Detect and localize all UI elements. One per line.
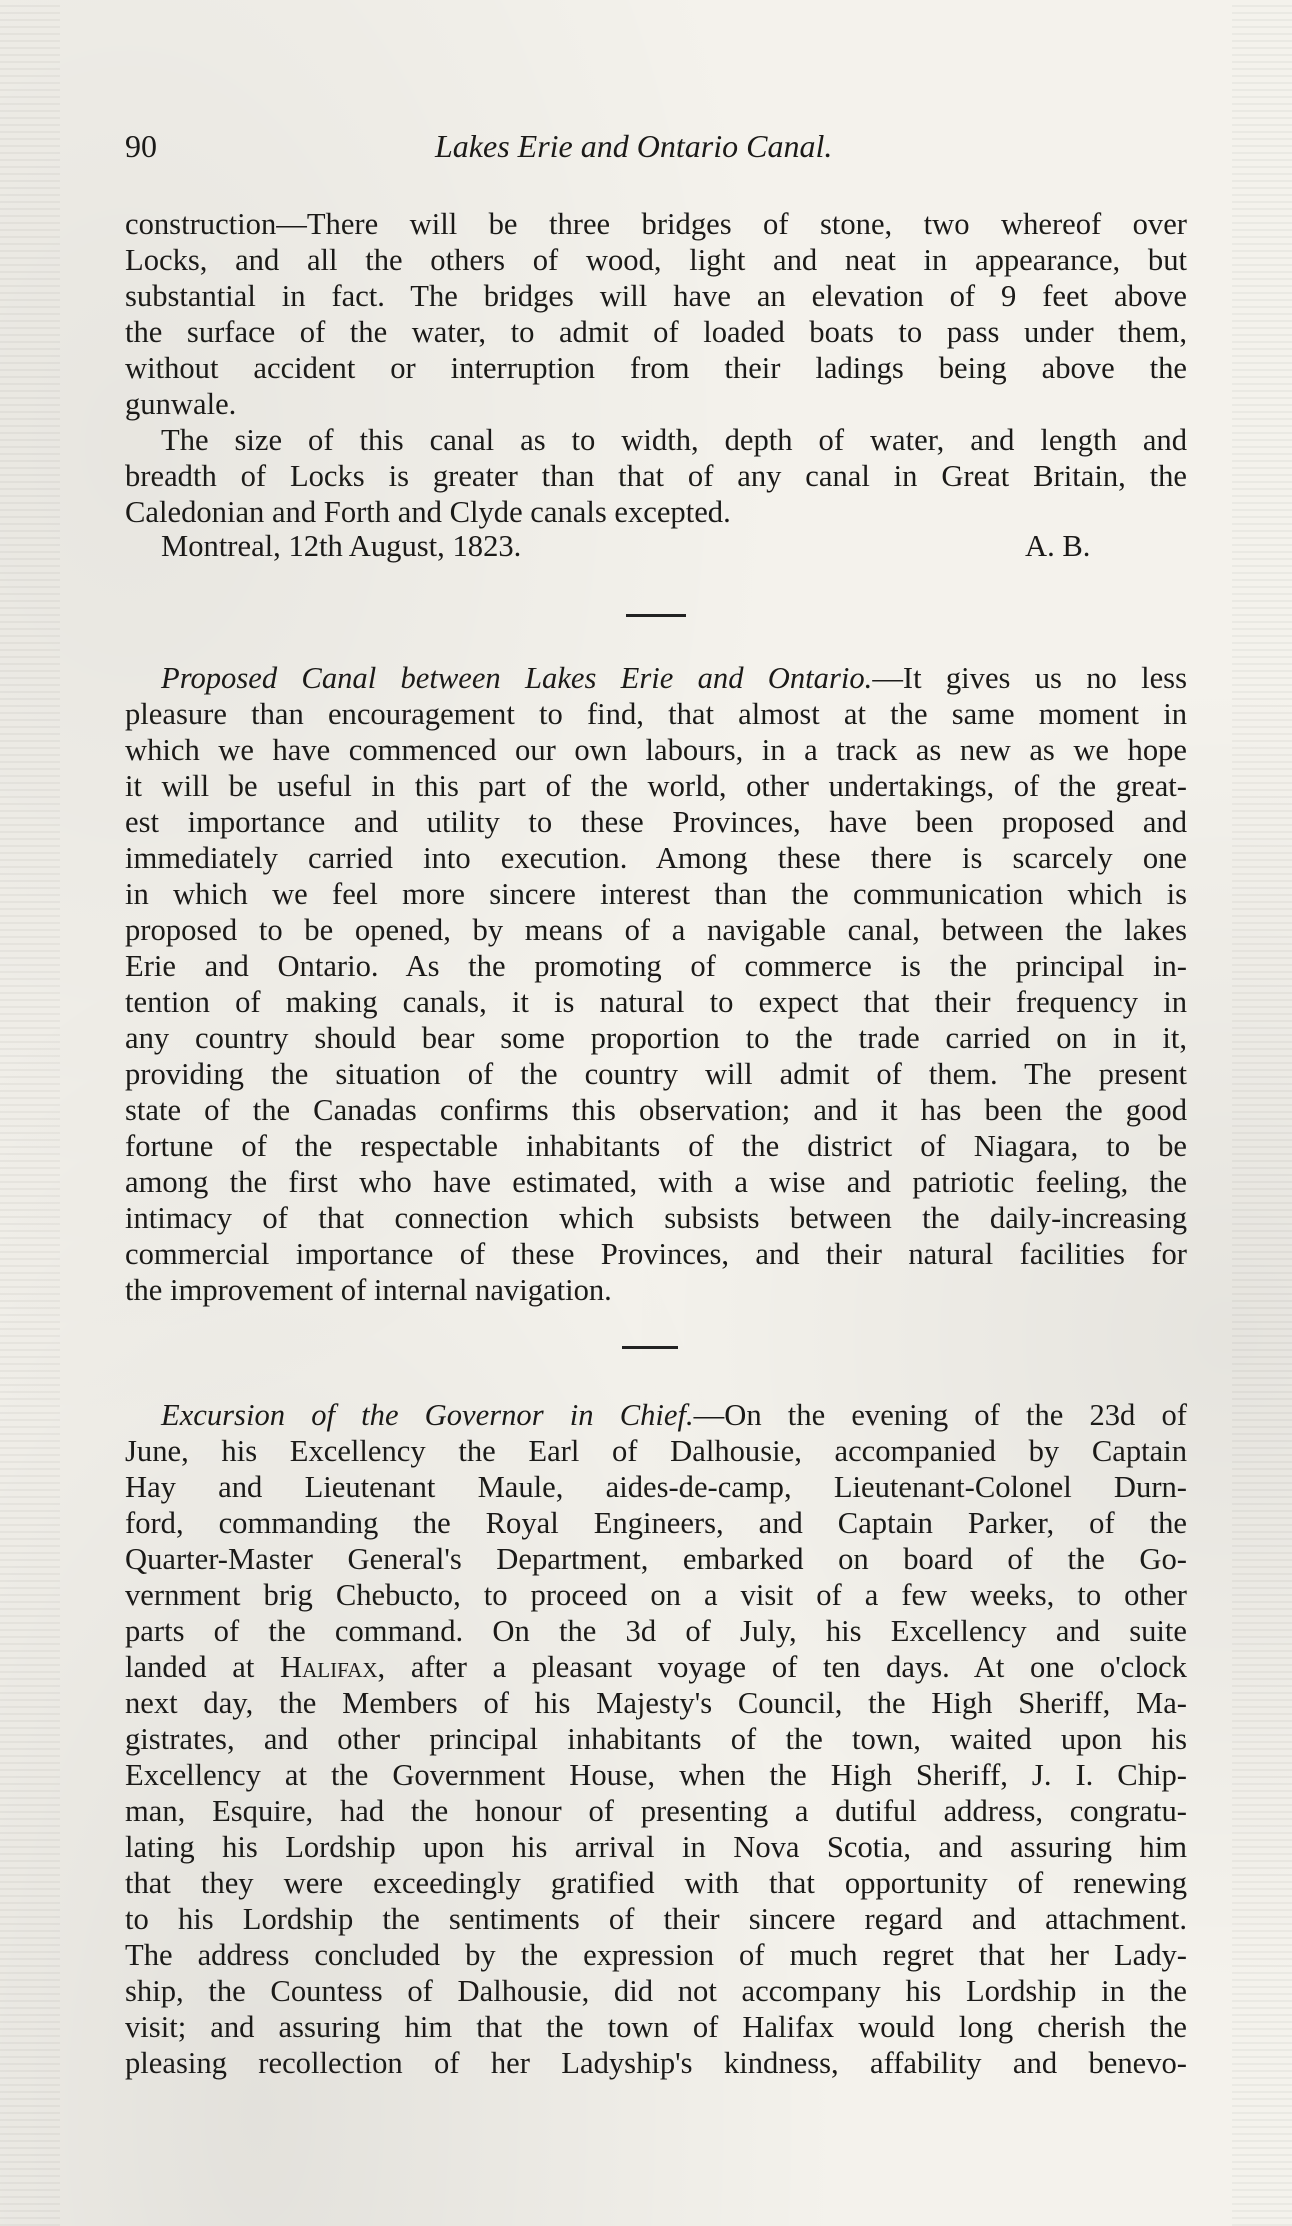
- page-number: 90: [125, 128, 157, 164]
- signoff: [125, 528, 1125, 568]
- text-line: Locks, and all the others of wood, light and neat in appearance, but: [125, 243, 1187, 277]
- text-line: ship, the Countess of Dalhousie, did not accompany his Lordship in the: [125, 1974, 1187, 2008]
- text-line: substantial in fact. The bridges will have an elevation of 9 feet above: [125, 279, 1187, 313]
- text-line: fortune of the respectable inhabitants of the district of Niagara, to be: [125, 1129, 1187, 1163]
- text-line: the surface of the water, to admit of loaded boats to pass under them,: [125, 315, 1187, 349]
- text-line: Excellency at the Government House, when the High Sheriff, J. I. Chip-: [125, 1758, 1187, 1792]
- section-proposed-canal: [125, 660, 1187, 1308]
- text-line: gistrates, and other principal inhabitants of the town, waited upon his: [125, 1722, 1187, 1756]
- text-run: —It gives us no less: [872, 661, 1187, 695]
- text-line: without accident or interruption from their ladings being above the: [125, 351, 1187, 385]
- text-line: any country should bear some proportion to the trade carried on in it,: [125, 1021, 1187, 1055]
- text-run: —On the evening of the 23d of: [693, 1398, 1187, 1432]
- section-title: Excursion of the Governor in Chief.: [161, 1398, 694, 1432]
- text-line: pleasure than encouragement to find, that almost at the same moment in: [125, 697, 1187, 731]
- left-edge-speckle: [0, 0, 60, 2226]
- section-divider: [626, 614, 686, 617]
- text-line: The size of this canal as to width, depth of water, and length and: [161, 423, 1187, 457]
- text-line: construction—There will be three bridges of stone, two whereof over: [125, 207, 1187, 241]
- text-line: commercial importance of these Provinces, and their natural facilities for: [125, 1237, 1187, 1271]
- text-line: pleasing recollection of her Ladyship's kindness, affability and benevo-: [125, 2046, 1187, 2080]
- text-line: tention of making canals, it is natural to expect that their frequency in: [125, 985, 1187, 1019]
- signoff-place-date: Montreal, 12th August, 1823.: [161, 529, 522, 563]
- text-line: man, Esquire, had the honour of presenting a dutiful address, congratu-: [125, 1794, 1187, 1828]
- text-line: [125, 1397, 1187, 1433]
- text-line: Caledonian and Forth and Clyde canals excepted.: [125, 495, 731, 529]
- text-line: in which we feel more sincere interest than the communication which is: [125, 877, 1187, 911]
- text-line: which we have commenced our own labours, in a track as new as we hope: [125, 733, 1187, 767]
- text-line: providing the situation of the country will admit of them. The present: [125, 1057, 1187, 1091]
- text-line: visit; and assuring him that the town of Halifax would long cherish the: [125, 2010, 1187, 2044]
- text-line: breadth of Locks is greater than that of any canal in Great Britain, the: [125, 459, 1187, 493]
- right-edge-speckle: [1232, 0, 1292, 2226]
- text-line: [125, 1649, 1187, 1685]
- text-line: ford, commanding the Royal Engineers, and Captain Parker, of the: [125, 1506, 1187, 1540]
- section-title: Proposed Canal between Lakes Erie and Ontario.: [161, 661, 873, 695]
- text-line: proposed to be opened, by means of a navigable canal, between the lakes: [125, 913, 1187, 947]
- text-line: next day, the Members of his Majesty's Council, the High Sheriff, Ma-: [125, 1686, 1187, 1720]
- text-line: state of the Canadas confirms this observation; and it has been the good: [125, 1093, 1187, 1127]
- text-line: the improvement of internal navigation.: [125, 1273, 612, 1307]
- text-line: The address concluded by the expression of much regret that her Lady-: [125, 1938, 1187, 1972]
- text-line: Hay and Lieutenant Maule, aides-de-camp, Lieutenant-Colonel Durn-: [125, 1470, 1187, 1504]
- text-run: landed at: [125, 1650, 280, 1684]
- text-line: immediately carried into execution. Among these there is scarcely one: [125, 841, 1187, 875]
- text-line: [125, 660, 1187, 696]
- text-line: lating his Lordship upon his arrival in Nova Scotia, and assuring him: [125, 1830, 1187, 1864]
- signoff-initials: A. B.: [1025, 529, 1091, 563]
- section-divider: [622, 1346, 678, 1349]
- text-line: to his Lordship the sentiments of their sincere regard and attachment.: [125, 1902, 1187, 1936]
- text-line: June, his Excellency the Earl of Dalhousie, accompanied by Captain: [125, 1434, 1187, 1468]
- text-run: , after a pleasant voyage of ten days. At one o'clock: [377, 1650, 1187, 1684]
- text-line: among the first who have estimated, with a wise and patriotic feeling, the: [125, 1165, 1187, 1199]
- text-line: est importance and utility to these Provinces, have been proposed and: [125, 805, 1187, 839]
- text-line: vernment brig Chebucto, to proceed on a visit of a few weeks, to other: [125, 1578, 1187, 1612]
- place-name: Halifax: [280, 1650, 378, 1684]
- running-head: Lakes Erie and Ontario Canal.: [435, 128, 833, 164]
- section-governor-excursion: [125, 1397, 1187, 2081]
- page-header: [125, 128, 1185, 172]
- text-line: intimacy of that connection which subsists between the daily-increasing: [125, 1201, 1187, 1235]
- text-line: parts of the command. On the 3d of July, his Excellency and suite: [125, 1614, 1187, 1648]
- text-line: that they were exceedingly gratified with that opportunity of renewing: [125, 1866, 1187, 1900]
- text-line: gunwale.: [125, 387, 237, 421]
- text-line: Erie and Ontario. As the promoting of commerce is the principal in-: [125, 949, 1187, 983]
- section-canal-construction: [125, 206, 1187, 530]
- text-line: Quarter-Master General's Department, embarked on board of the Go-: [125, 1542, 1187, 1576]
- text-line: it will be useful in this part of the world, other undertakings, of the great-: [125, 769, 1187, 803]
